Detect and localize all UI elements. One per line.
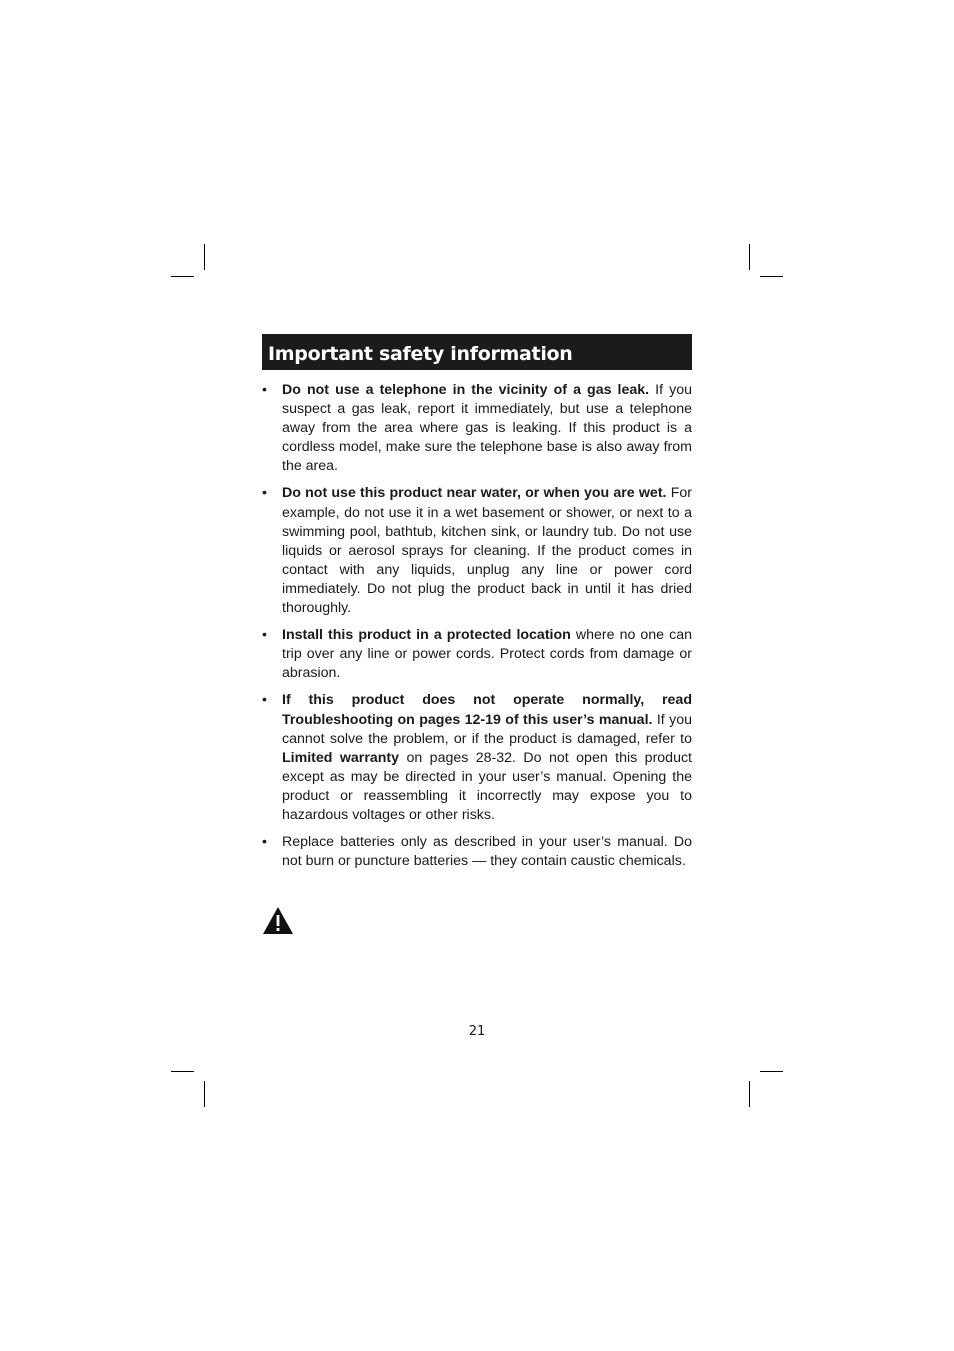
list-item-gas-leak — [262, 381, 692, 476]
safety-list — [262, 381, 692, 871]
bullet: • — [262, 834, 267, 851]
crop-mark-top-right-vertical — [749, 244, 750, 270]
crop-mark-top-left-horizontal — [171, 276, 194, 277]
item-heading: Do not use this product near water, or when you are wet. — [282, 485, 667, 502]
item-text: If you suspect a gas leak, report it immediately, but use a telephone away from the area where gas is leaking. If this product is a cordless model, make sure the telephone base is also away from the area. — [282, 382, 692, 475]
crop-mark-bottom-right-vertical — [749, 1081, 750, 1107]
bullet: • — [262, 627, 267, 644]
page-number: 21 — [468, 1024, 486, 1039]
warning-triangle-icon — [262, 906, 294, 935]
list-item-water — [262, 484, 692, 618]
item-text: Replace batteries only as described in your user’s manual. Do not burn or puncture batteries — they contain caustic chemicals. — [282, 834, 692, 870]
section-title-bar — [262, 334, 692, 370]
crop-mark-bottom-left-vertical — [204, 1081, 205, 1107]
bullet: • — [262, 485, 267, 502]
item-text: where no one can trip over any line or power cords. Protect cords from damage or abrasion. — [282, 627, 692, 682]
list-item-troubleshooting — [262, 691, 692, 825]
list-item-location — [262, 626, 692, 683]
item-heading: Install this product in a protected location — [282, 627, 571, 644]
crop-mark-top-left-vertical — [204, 244, 205, 270]
crop-mark-bottom-left-horizontal — [171, 1071, 194, 1072]
crop-mark-bottom-right-horizontal — [760, 1071, 783, 1072]
limited-warranty-reference: Limited warranty — [282, 749, 400, 766]
crop-mark-top-right-horizontal — [760, 276, 783, 277]
item-heading: If this product does not operate normally, read Troubleshooting on pages 12-19 of this user’s manual. — [282, 692, 692, 728]
item-heading: Do not use a telephone in the vicinity of a gas leak. — [282, 382, 650, 398]
safety-section — [262, 334, 692, 879]
list-item-batteries — [262, 833, 692, 871]
bullet: • — [262, 692, 267, 709]
item-text: For example, do not use it in a wet basement or shower, or next to a swimming pool, bathtub, kitchen sink, or laundry tub. Do not use liquids or aerosol sprays for cleaning. If the product comes in contact with any liquids, unplug any line or power cord immediately. Do not plug the product back in until it has dried thoroughly. — [282, 485, 692, 617]
item-text: If you cannot solve the problem, or if the product is damaged, refer to — [282, 711, 692, 747]
item-text: on pages 28-32. Do not open this product except as may be directed in your user’s manual. Opening the product or reassembling it incorrectly may expose you to hazardous voltages or other risks. — [282, 749, 692, 823]
section-title: Important safety information — [268, 343, 573, 365]
bullet: • — [262, 382, 267, 398]
